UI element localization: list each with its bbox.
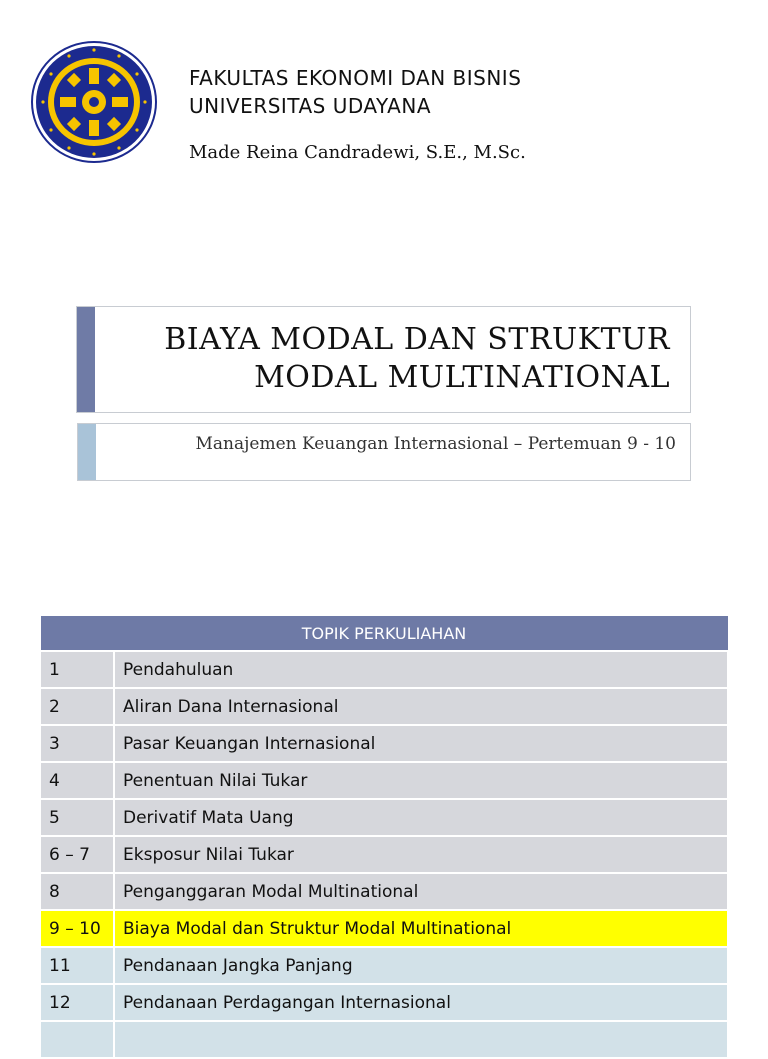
row-number: 2 xyxy=(40,688,114,725)
row-number: 6 – 7 xyxy=(40,836,114,873)
table-row xyxy=(40,799,728,836)
table-row-current xyxy=(40,910,728,947)
table-row xyxy=(40,836,728,873)
slide-title-line-2: MODAL MULTINATIONAL xyxy=(254,360,670,395)
university-name: UNIVERSITAS UDAYANA xyxy=(189,94,432,118)
row-topic: Pendanaan Perdagangan Internasional xyxy=(114,984,728,1021)
slide-subtitle: Manajemen Keuangan Internasional – Pertemuan 9 - 10 xyxy=(195,434,676,454)
table-row xyxy=(40,984,728,1021)
row-number: 5 xyxy=(40,799,114,836)
row-topic: Pendahuluan xyxy=(114,651,728,688)
table-row-partial xyxy=(40,1021,728,1058)
subtitle-accent-bar xyxy=(78,424,96,480)
row-topic: Eksposur Nilai Tukar xyxy=(114,836,728,873)
row-topic: Penganggaran Modal Multinational xyxy=(114,873,728,910)
table-row xyxy=(40,688,728,725)
title-accent-bar xyxy=(77,307,95,412)
faculty-name: FAKULTAS EKONOMI DAN BISNIS xyxy=(189,66,522,90)
row-number: 4 xyxy=(40,762,114,799)
row-number: 1 xyxy=(40,651,114,688)
table-row xyxy=(40,725,728,762)
table-row xyxy=(40,651,728,688)
row-number: 11 xyxy=(40,947,114,984)
title-box xyxy=(76,306,691,413)
university-seal-logo xyxy=(31,41,157,163)
table-header: TOPIK PERKULIAHAN xyxy=(40,616,728,652)
slide-title-line-1: BIAYA MODAL DAN STRUKTUR xyxy=(164,322,670,357)
row-number: 3 xyxy=(40,725,114,762)
subtitle-box xyxy=(77,423,691,481)
table-row xyxy=(40,762,728,799)
row-topic: Aliran Dana Internasional xyxy=(114,688,728,725)
row-topic: Pendanaan Jangka Panjang xyxy=(114,947,728,984)
slide-title xyxy=(164,321,670,397)
author-name: Made Reina Candradewi, S.E., M.Sc. xyxy=(189,142,526,163)
row-number: 8 xyxy=(40,873,114,910)
row-number: 12 xyxy=(40,984,114,1021)
row-topic: Derivatif Mata Uang xyxy=(114,799,728,836)
table-row xyxy=(40,947,728,984)
table-row xyxy=(40,873,728,910)
row-topic: Biaya Modal dan Struktur Modal Multinational xyxy=(114,910,728,947)
row-topic: Pasar Keuangan Internasional xyxy=(114,725,728,762)
row-topic: Penentuan Nilai Tukar xyxy=(114,762,728,799)
table-header-row xyxy=(40,616,728,652)
row-number: 9 – 10 xyxy=(40,910,114,947)
topics-table xyxy=(39,615,729,1059)
